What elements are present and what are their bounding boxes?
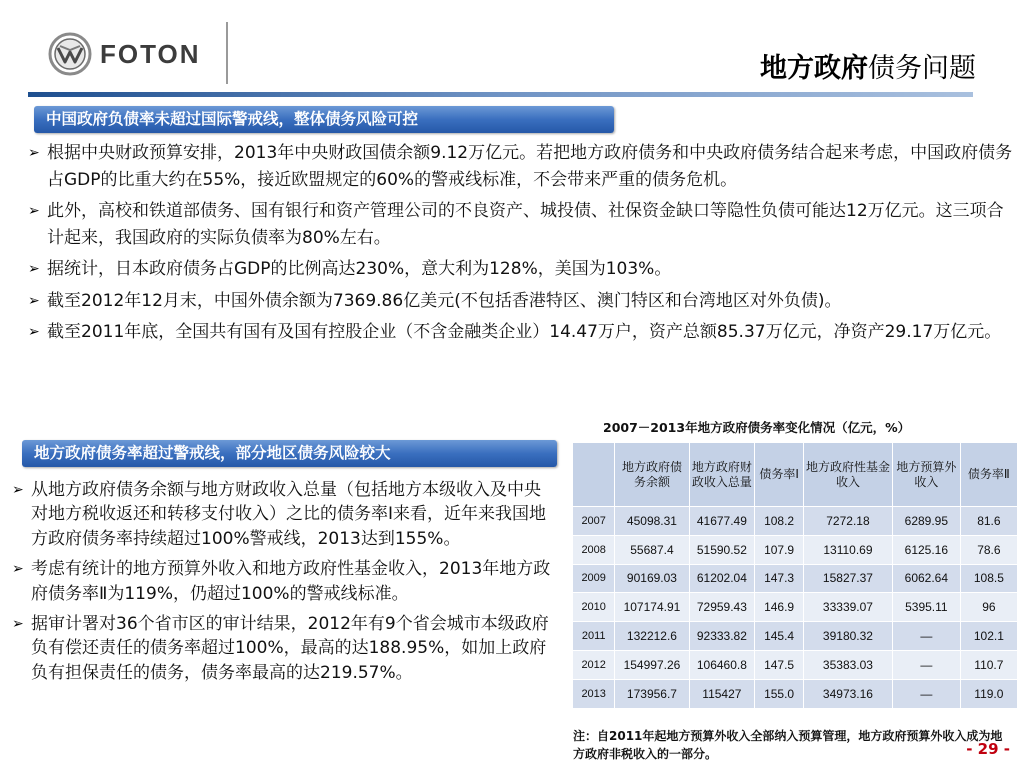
table-cell: 2012 xyxy=(573,650,615,679)
table-cell: 7272.18 xyxy=(803,507,892,536)
section-banner-local-debt: 地方政府债务率超过警戒线，部分地区债务风险较大 xyxy=(22,440,557,467)
table-cell: 2013 xyxy=(573,679,615,708)
table-row xyxy=(573,564,1018,593)
table-cell: — xyxy=(892,650,960,679)
table-row xyxy=(573,507,1018,536)
bullet-text: 据统计，日本政府债务占GDP的比例高达230%，意大利为128%，美国为103%。 xyxy=(47,259,672,279)
table-cell: 90169.03 xyxy=(615,564,689,593)
bullet-text: 截至2011年底，全国共有国有及国有控股企业（不含金融类企业）14.47万户，资产总额85.37万亿元，净资产29.17万亿元。 xyxy=(47,322,1002,342)
bullet-item xyxy=(28,140,1018,193)
table-cell: 108.2 xyxy=(755,507,804,536)
table-cell: 35383.03 xyxy=(803,650,892,679)
table-row xyxy=(573,650,1018,679)
bullet-text: 此外，高校和铁道部债务、国有银行和资产管理公司的不良资产、城投债、社保资金缺口等隐性负债可能达12万亿元。这三项合计起来，我国政府的实际负债率为80%左右。 xyxy=(47,201,1004,248)
table-cell: 34973.16 xyxy=(803,679,892,708)
table-header-fund-revenue: 地方政府性基金收入 xyxy=(803,443,892,507)
table-cell: 107.9 xyxy=(755,535,804,564)
table-cell: 6289.95 xyxy=(892,507,960,536)
table-cell: 2007 xyxy=(573,507,615,536)
table-header-row xyxy=(573,443,1018,507)
table-row xyxy=(573,593,1018,622)
table-cell: 155.0 xyxy=(755,679,804,708)
table-header-extra-budget: 地方预算外收入 xyxy=(892,443,960,507)
table-cell: 2011 xyxy=(573,622,615,651)
foton-logo xyxy=(48,30,218,78)
table-cell: 2008 xyxy=(573,535,615,564)
table-cell: 119.0 xyxy=(960,679,1017,708)
bullet-item xyxy=(12,612,557,685)
bullet-text: 据审计署对36个省市区的审计结果，2012年有9个省会城市本级政府负有偿还责任的债务率超过100%，最高的达188.95%，如加上政府负有担保责任的债务，债务率最高的达219.57%。 xyxy=(31,614,549,683)
table-cell: 145.4 xyxy=(755,622,804,651)
local-debt-bullets xyxy=(12,478,557,691)
page-title xyxy=(760,46,976,85)
table-cell: 108.5 xyxy=(960,564,1017,593)
table-row xyxy=(573,622,1018,651)
table-cell: 6062.64 xyxy=(892,564,960,593)
table-header-debt-ratio-2: 债务率Ⅱ xyxy=(960,443,1017,507)
arrow-bullet-icon: ➢ xyxy=(28,203,40,219)
table-cell: 33339.07 xyxy=(803,593,892,622)
debt-ratio-table xyxy=(572,442,1018,709)
table-header-fiscal-revenue: 地方政府财政收入总量 xyxy=(689,443,755,507)
table-cell: 61202.04 xyxy=(689,564,755,593)
section-banner-national-debt: 中国政府负债率未超过国际警戒线，整体债务风险可控 xyxy=(34,106,614,133)
table-cell: 41677.49 xyxy=(689,507,755,536)
arrow-bullet-icon: ➢ xyxy=(12,616,24,633)
table-cell: 78.6 xyxy=(960,535,1017,564)
table-cell: 2009 xyxy=(573,564,615,593)
table-cell: 92333.82 xyxy=(689,622,755,651)
bullet-item xyxy=(12,557,557,606)
table-cell: 45098.31 xyxy=(615,507,689,536)
table-cell: 154997.26 xyxy=(615,650,689,679)
table-cell: 147.5 xyxy=(755,650,804,679)
header-rule xyxy=(28,92,973,97)
table-cell: 5395.11 xyxy=(892,593,960,622)
table-cell: 132212.6 xyxy=(615,622,689,651)
arrow-bullet-icon: ➢ xyxy=(28,261,40,277)
table-cell: 72959.43 xyxy=(689,593,755,622)
table-cell: 51590.52 xyxy=(689,535,755,564)
table-header-year xyxy=(573,443,615,507)
table-cell: 110.7 xyxy=(960,650,1017,679)
bullet-item xyxy=(12,478,557,551)
table-header-debt-ratio-1: 债务率Ⅰ xyxy=(755,443,804,507)
table-row xyxy=(573,535,1018,564)
table-cell: 2010 xyxy=(573,593,615,622)
foton-emblem-icon xyxy=(48,32,92,76)
table-cell: 96 xyxy=(960,593,1017,622)
arrow-bullet-icon: ➢ xyxy=(28,292,40,309)
table-cell: 146.9 xyxy=(755,593,804,622)
bullet-item xyxy=(28,288,1018,315)
table-cell: 39180.32 xyxy=(803,622,892,651)
logo-text: FOTON xyxy=(100,38,201,69)
national-debt-bullets xyxy=(28,140,1018,351)
table-cell: 106460.8 xyxy=(689,650,755,679)
bullet-text: 根据中央财政预算安排，2013年中央财政国债余额9.12万亿元。若把地方政府债务和中央政府债务结合起来考虑，中国政府债务占GDP的比重大约在55%，接近欧盟规定的60%的警戒线标准，不会带来严重的债务危机。 xyxy=(47,143,1013,190)
table-cell: 173956.7 xyxy=(615,679,689,708)
bullet-text: 从地方政府债务余额与地方财政收入总量（包括地方本级收入及中央对地方税收返还和转移支付收入）之比的债务率Ⅰ来看，近年来我国地方政府债务率持续超过100%警戒线，2013达到155%。 xyxy=(31,480,547,549)
table-cell: — xyxy=(892,679,960,708)
page-number: - 29 - xyxy=(966,740,1010,758)
table-cell: 102.1 xyxy=(960,622,1017,651)
table-cell: 147.3 xyxy=(755,564,804,593)
page-title-bold: 地方政府 xyxy=(760,53,868,84)
table-header-debt-balance: 地方政府债务余额 xyxy=(615,443,689,507)
bullet-text: 截至2012年12月末，中国外债余额为7369.86亿美元(不包括香港特区、澳门特区和台湾地区对外负债)。 xyxy=(47,290,842,311)
table-cell: 13110.69 xyxy=(803,535,892,564)
bullet-item xyxy=(28,319,1018,346)
table-cell: 81.6 xyxy=(960,507,1017,536)
bullet-item xyxy=(28,198,1018,251)
table-cell: 15827.37 xyxy=(803,564,892,593)
table-cell: — xyxy=(892,622,960,651)
table-cell: 55687.4 xyxy=(615,535,689,564)
table-cell: 6125.16 xyxy=(892,535,960,564)
table-footnote: 注：自2011年起地方预算外收入全部纳入预算管理，地方政府预算外收入成为地方政府非税收入的一部分。 xyxy=(573,729,1003,761)
arrow-bullet-icon: ➢ xyxy=(28,324,40,340)
table-cell: 115427 xyxy=(689,679,755,708)
page-title-rest: 债务问题 xyxy=(868,53,976,84)
bullet-item xyxy=(28,256,1018,283)
arrow-bullet-icon: ➢ xyxy=(28,145,40,161)
header-divider xyxy=(226,22,228,84)
arrow-bullet-icon: ➢ xyxy=(12,561,24,578)
table-title: 2007－2013年地方政府债务率变化情况（亿元，%） xyxy=(603,420,911,435)
bullet-text: 考虑有统计的地方预算外收入和地方政府性基金收入，2013年地方政府债务率Ⅱ为119%，仍超过100%的警戒线标准。 xyxy=(31,559,551,604)
table-cell: 107174.91 xyxy=(615,593,689,622)
table-row xyxy=(573,679,1018,708)
arrow-bullet-icon: ➢ xyxy=(12,482,24,498)
